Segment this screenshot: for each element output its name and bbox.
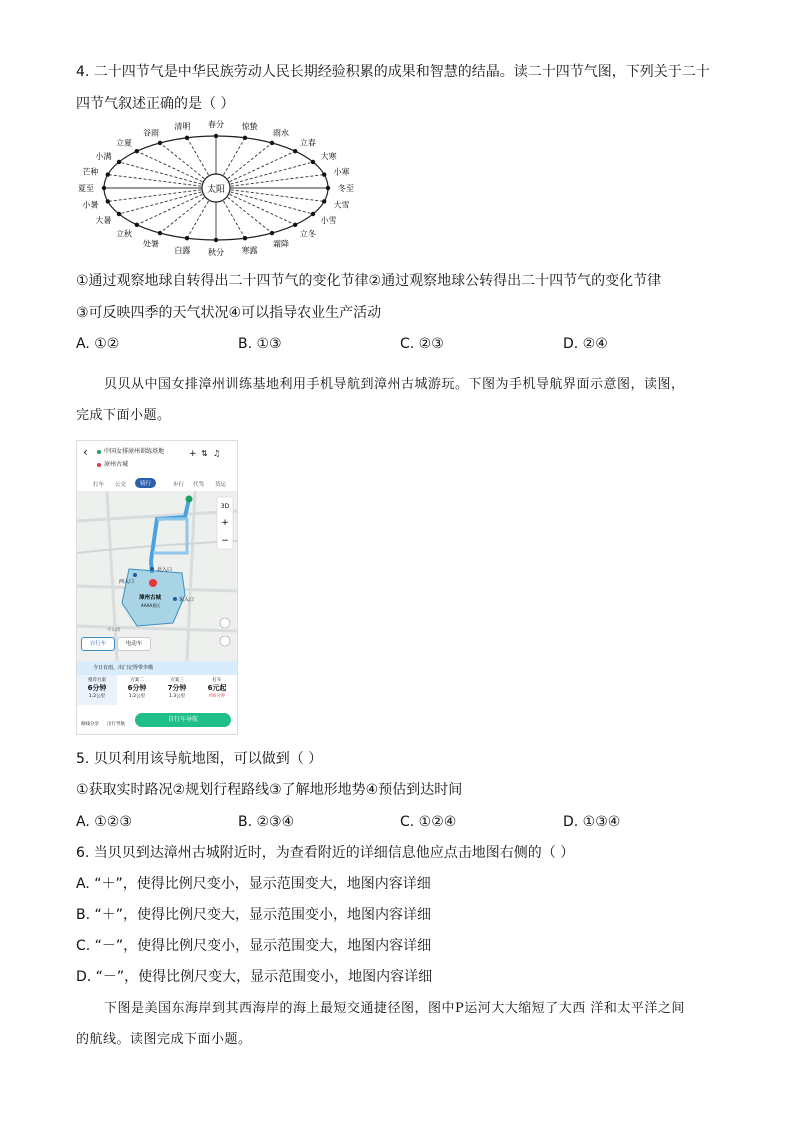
start-bike-navigation-button[interactable] (135, 713, 231, 727)
route-option-4-time: 6元起 (207, 684, 227, 692)
route-option-3-name: 方案三 (170, 678, 184, 683)
route-option-4-sub: 约6分钟 (208, 694, 226, 699)
solar-term-label: 立秋 (116, 229, 133, 239)
route-header (77, 441, 237, 477)
solar-term-label: 小满 (95, 152, 112, 161)
route-option-2[interactable] (117, 675, 157, 705)
tab-driver[interactable]: 代驾 (193, 482, 205, 488)
solar-term-label: 芒种 (82, 167, 99, 177)
sun-label: 太阳 (206, 185, 226, 195)
bottom-bar (77, 707, 237, 734)
refresh-icon[interactable] (220, 618, 230, 628)
route-option-1-name: 推荐方案 (88, 678, 106, 683)
zoom-out-button[interactable]: − (221, 536, 229, 546)
earth-position-dot (185, 136, 189, 140)
earth-position-dot (158, 231, 162, 235)
solar-term-label: 大雪 (333, 200, 350, 210)
route-option-3-sub: 1.3公里 (168, 694, 186, 699)
q5-option-d: D. ①③④ (563, 814, 621, 830)
solar-term-label: 立春 (299, 138, 316, 148)
intro1-line1: 贝贝从中国女排漳州训练基地利用手机导航到漳州古城游玩。下图为手机导航界面示意图，读图， (104, 377, 685, 392)
earth-position-dot (326, 186, 330, 190)
earth-position-dot (185, 236, 189, 240)
solar-term-spoke (216, 188, 313, 214)
solar-term-label: 寒露 (241, 245, 258, 255)
intro1-line2: 完成下面小题。 (76, 408, 171, 423)
solar-term-label: 小暑 (82, 200, 99, 210)
earth-position-dot (117, 212, 121, 216)
solar-term-spoke (216, 175, 324, 188)
q6-option-c: C. “－”，使得比例尺变小，显示范围变大，地图内容详细 (76, 938, 432, 954)
tab-freight[interactable]: 货运 (215, 482, 227, 488)
solar-term-label: 秋分 (208, 248, 224, 257)
mode-ebike-label: 电动车 (125, 641, 143, 647)
solar-term-label: 谷雨 (143, 128, 159, 138)
solar-term-label: 春分 (208, 120, 224, 129)
earth-position-dot (214, 238, 218, 242)
earth-position-dot (243, 236, 247, 240)
solar-term-spoke (119, 162, 216, 188)
route-option-4-name: 打车 (212, 678, 222, 683)
origin-dot-icon (97, 450, 101, 454)
solar-term-label: 立夏 (116, 138, 133, 148)
solar-term-label: 白露 (174, 245, 191, 255)
solar-term-label: 霜降 (273, 239, 289, 249)
solar-term-spoke (108, 175, 216, 188)
solar-term-spoke (108, 188, 216, 201)
east-gate-label: 东入口 (179, 597, 195, 603)
locate-icon[interactable] (220, 636, 230, 646)
solar-term-label: 大寒 (320, 152, 337, 161)
earth-position-dot (106, 199, 110, 203)
q4-option-a: A. ①② (76, 336, 120, 352)
solar-term-label: 小寒 (333, 167, 350, 177)
map-3d-button[interactable]: 3D (220, 503, 230, 510)
tab-bus[interactable]: 公交 (115, 482, 127, 488)
west-gate-label: 西入口 (119, 579, 135, 585)
intro2-line2: 的航线。读图完成下面小题。 (76, 1032, 252, 1047)
earth-position-dot (270, 231, 274, 235)
q5-option-c: C. ①②④ (400, 814, 457, 830)
earth-position-dot (135, 223, 139, 227)
earth-position-dot (214, 134, 218, 138)
q5-option-a: A. ①②③ (76, 814, 132, 830)
zoom-in-button[interactable]: + (221, 518, 229, 528)
q4-stem-line2: 四节气叙述正确的是（ ） (76, 96, 235, 112)
tab-bike-active[interactable] (135, 478, 156, 488)
tab-taxi[interactable]: 打车 (93, 482, 105, 488)
voice-icon[interactable]: ♫ (213, 449, 221, 458)
start-bike-navigation-label: 自行车导航 (167, 716, 198, 723)
swap-icon[interactable]: ⇅ (201, 449, 208, 458)
solar-term-label: 立冬 (299, 229, 316, 239)
q5-statements: ①获取实时路况②规划行程路线③了解地形地势④预估到达时间 (76, 782, 463, 798)
solar-term-spoke (216, 162, 313, 188)
ancient-city-sublabel: AAAA景区 (141, 603, 161, 608)
earth-position-dot (158, 141, 162, 145)
earth-position-dot (311, 160, 315, 164)
mode-bike-button[interactable] (81, 637, 115, 651)
mode-bike-label: 自行车 (89, 641, 107, 647)
q4-statement1: ①通过观察地球自转得出二十四节气的变化节律②通过观察地球公转得出二十四节气的变化节律 (76, 273, 662, 289)
tab-bike-label: 骑行 (140, 481, 152, 487)
solar-term-label: 雨水 (273, 128, 289, 138)
earth-position-dot (106, 172, 110, 176)
trip-nav-button[interactable]: 出行导航 (107, 722, 125, 727)
solar-term-label: 处暑 (143, 239, 159, 249)
route-option-2-sub: 1.2公里 (128, 694, 146, 699)
transport-tabs (77, 477, 237, 491)
solar-term-label: 小雪 (320, 216, 337, 225)
weather-banner: 今日有雨，出门记得带伞哦 (77, 661, 237, 675)
solar-term-label: 清明 (174, 122, 191, 132)
route-option-3-time: 7分钟 (167, 684, 187, 692)
q6-option-d: D. “－”，使得比例尺变大，显示范围变小，地图内容详细 (76, 969, 433, 985)
q4-option-d: D. ②④ (563, 336, 608, 352)
add-stop-icon[interactable]: + (189, 449, 197, 459)
route-option-2-name: 方案二 (130, 678, 144, 683)
mode-ebike-button[interactable] (117, 637, 151, 651)
solar-term-spoke (119, 188, 216, 214)
route-option-1[interactable] (77, 675, 117, 705)
navigation-app-screenshot (76, 440, 238, 735)
q4-stem-line1: 4. 二十四节气是中华民族劳动人民长期经验积累的成果和智慧的结晶。读二十四节气图，下列关于二十 (76, 64, 710, 80)
intro2-line1: 下图是美国东海岸到其西海岸的海上最短交通捷径图，图中P运河大大缩短了大西 洋和太平洋之间 (104, 1001, 685, 1016)
earth-position-dot (243, 136, 247, 140)
north-gate-label: 北入口 (157, 567, 173, 573)
ancient-city-label: 漳州古城 (139, 595, 162, 601)
q6-option-b: B. “＋”，使得比例尺变大，显示范围变小，地图内容详细 (76, 907, 432, 923)
route-options (77, 675, 237, 705)
destination-dot-icon (97, 463, 101, 467)
earth-position-dot (322, 172, 326, 176)
route-option-2-time: 6分钟 (127, 684, 147, 692)
route-option-1-time: 6分钟 (87, 684, 107, 692)
earth-position-dot (270, 141, 274, 145)
q6-stem: 6. 当贝贝到达漳州古城附近时，为查看附近的详细信息他应点击地图右侧的（ ） (76, 845, 575, 861)
destination-field[interactable]: 漳州古城 (104, 461, 129, 468)
route-option-3[interactable] (157, 675, 197, 705)
earth-position-dot (293, 149, 297, 153)
q4-statement2: ③可反映四季的天气状况④可以指导农业生产活动 (76, 305, 382, 321)
earth-position-dot (311, 212, 315, 216)
solar-term-spoke (216, 188, 324, 201)
q6-option-a: A. “＋”，使得比例尺变小，显示范围变大，地图内容详细 (76, 876, 431, 892)
solar-term-label: 惊蛰 (241, 122, 258, 132)
solar-term-label: 大暑 (95, 216, 112, 225)
route-option-4[interactable] (197, 675, 237, 705)
earth-position-dot (322, 199, 326, 203)
solar-term-label: 夏至 (78, 184, 94, 193)
q5-stem: 5. 贝贝利用该导航地图，可以做到（ ） (76, 751, 323, 767)
route-option-1-sub: 1.2公里 (88, 694, 106, 699)
q5-option-b: B. ②③④ (238, 814, 295, 830)
q4-option-c: C. ②③ (400, 336, 444, 352)
back-icon[interactable]: ‹ (83, 445, 88, 459)
earth-position-dot (293, 223, 297, 227)
route-map[interactable] (77, 491, 237, 661)
tab-walk[interactable]: 步行 (173, 482, 185, 488)
earth-position-dot (102, 186, 106, 190)
origin-field[interactable]: 中国女排漳州训练基地 (104, 448, 165, 455)
share-route-button[interactable]: 路线分享 (81, 722, 99, 727)
earth-position-dot (135, 149, 139, 153)
road-label: 中山街 (107, 628, 121, 633)
q4-option-b: B. ①③ (238, 336, 282, 352)
solar-terms-diagram (76, 120, 376, 260)
earth-position-dot (117, 160, 121, 164)
solar-term-label: 冬至 (338, 184, 354, 193)
